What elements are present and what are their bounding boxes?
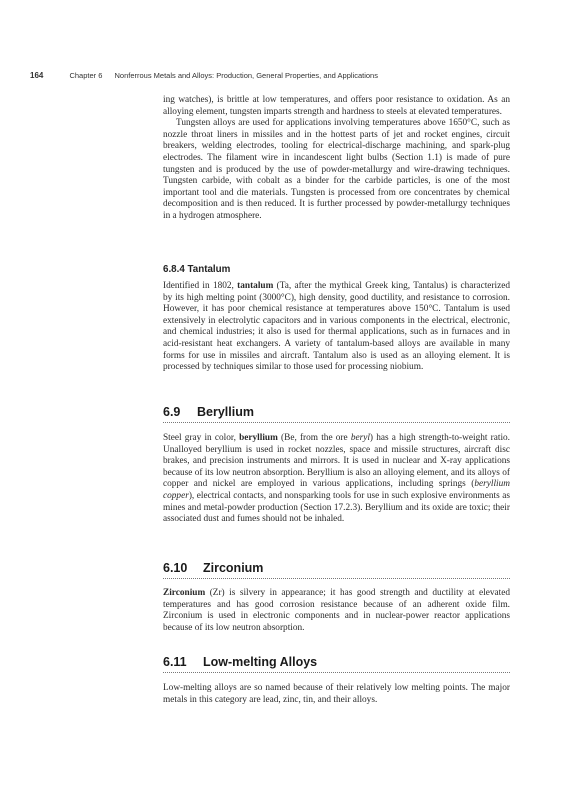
section-number: 6.11 — [163, 655, 187, 669]
paragraph — [163, 433, 510, 526]
section-heading-tantalum — [163, 264, 230, 275]
section-title: Zirconium — [203, 561, 264, 575]
tantalum-body — [163, 281, 510, 374]
running-head — [30, 71, 530, 80]
low-melting-body — [163, 683, 510, 706]
section-heading-beryllium — [163, 405, 510, 423]
section-title: Low-melting Alloys — [203, 655, 318, 669]
section-number: 6.10 — [163, 561, 188, 575]
text-run: (Ta, after the mythical Greek king, Tantalus) is characterized by its high melting point (3000°C), high density, good ductility, and resistance to corrosion. However, it has poor chemical resistance at temperatures above 150°C. Tantalum is used extensively in electrolytic capacitors and in various components in the electrical, electronic, and chemical industries; it also is used for thermal applications, such as in furnaces and in acid-resistant heat exchangers. A variety of tantalum-based alloys are available in many forms for use in missiles and aircraft. Tantalum also is used as an alloying element. It is processed by techniques similar to those used for processing niobium. — [163, 281, 510, 373]
key-term: Zirconium — [163, 588, 206, 598]
key-term: tantalum — [237, 281, 274, 291]
text-run: (Be, from the ore — [277, 433, 351, 443]
chapter-label: Chapter 6 — [69, 71, 103, 80]
text-run: (Zr) is silvery in appearance; it has good strength and ductility at elevated temperatures and has good corrosion resistance because of an adherent oxide film. Zirconium is used in electronic components and in nuclear-power reactor applications because of its low neutron absorption. — [163, 588, 510, 633]
section-number: 6.8.4 — [163, 264, 185, 275]
italic-term: beryllium copper — [163, 479, 510, 501]
section-heading-low-melting-alloys — [163, 655, 510, 673]
text-run: Steel gray in color, — [163, 433, 240, 443]
section-heading-zirconium — [163, 561, 510, 579]
text-run: Identified in 1802, — [163, 281, 238, 291]
section-title: Beryllium — [197, 405, 254, 419]
paragraph: ing watches), is brittle at low temperatures, and offers poor resistance to oxidation. As an alloying element, tungsten imparts strength and hardness to steels at elevated temperatures. — [163, 95, 510, 117]
chapter-title: Nonferrous Metals and Alloys: Production, General Properties, and Applications — [114, 71, 378, 80]
beryllium-body — [163, 433, 510, 526]
text-run: ) has a high strength-to-weight ratio. Unalloyed beryllium is used in rocket nozzles, space and missile structures, aircraft disc brakes, and precision instruments and mirrors. It is used in nuclear and X-ray applications because of its low neutron absorption. Beryllium is also an alloying element, and its alloys of copper and nickel are employed in various applications, including springs ( — [163, 433, 510, 490]
text-run: ), electrical contacts, and nonsparking tools for use in such explosive environments as mines and metal-powder production (Section 17.2.3). Beryllium and its oxide are toxic; their associated dust and fumes should not be inhaled. — [163, 490, 510, 525]
section-title: Tantalum — [187, 264, 231, 275]
paragraph — [163, 281, 510, 374]
zirconium-body — [163, 588, 510, 634]
paragraph: Low-melting alloys are so named because of their relatively low melting points. The major metals in this category are lead, zinc, tin, and their alloys. — [163, 683, 510, 705]
tungsten-continued — [163, 95, 510, 223]
italic-term: beryl — [350, 433, 370, 443]
paragraph: Tungsten alloys are used for applications involving temperatures above 1650°C, such as nozzle throat liners in missiles and in the hottest parts of jet and rocket engines, circuit breakers, welding electrodes, tooling for electrical-discharge machining, and spark-plug electrodes. The filament wire in incandescent light bulbs (Section 1.1) is made of pure tungsten and is produced by the use of powder-metallurgy and wire-drawing techniques. Tungsten carbide, with cobalt as a binder for the carbide particles, is one of the most important tool and die materials. Tungsten is processed from ore concentrates by chemical decomposition and is then reduced. It is further processed by powder-metallurgy techniques in a hydrogen atmosphere. — [163, 118, 510, 221]
paragraph — [163, 588, 510, 634]
section-number: 6.9 — [163, 405, 181, 419]
key-term: beryllium — [239, 433, 278, 443]
page-number: 164 — [30, 71, 44, 80]
